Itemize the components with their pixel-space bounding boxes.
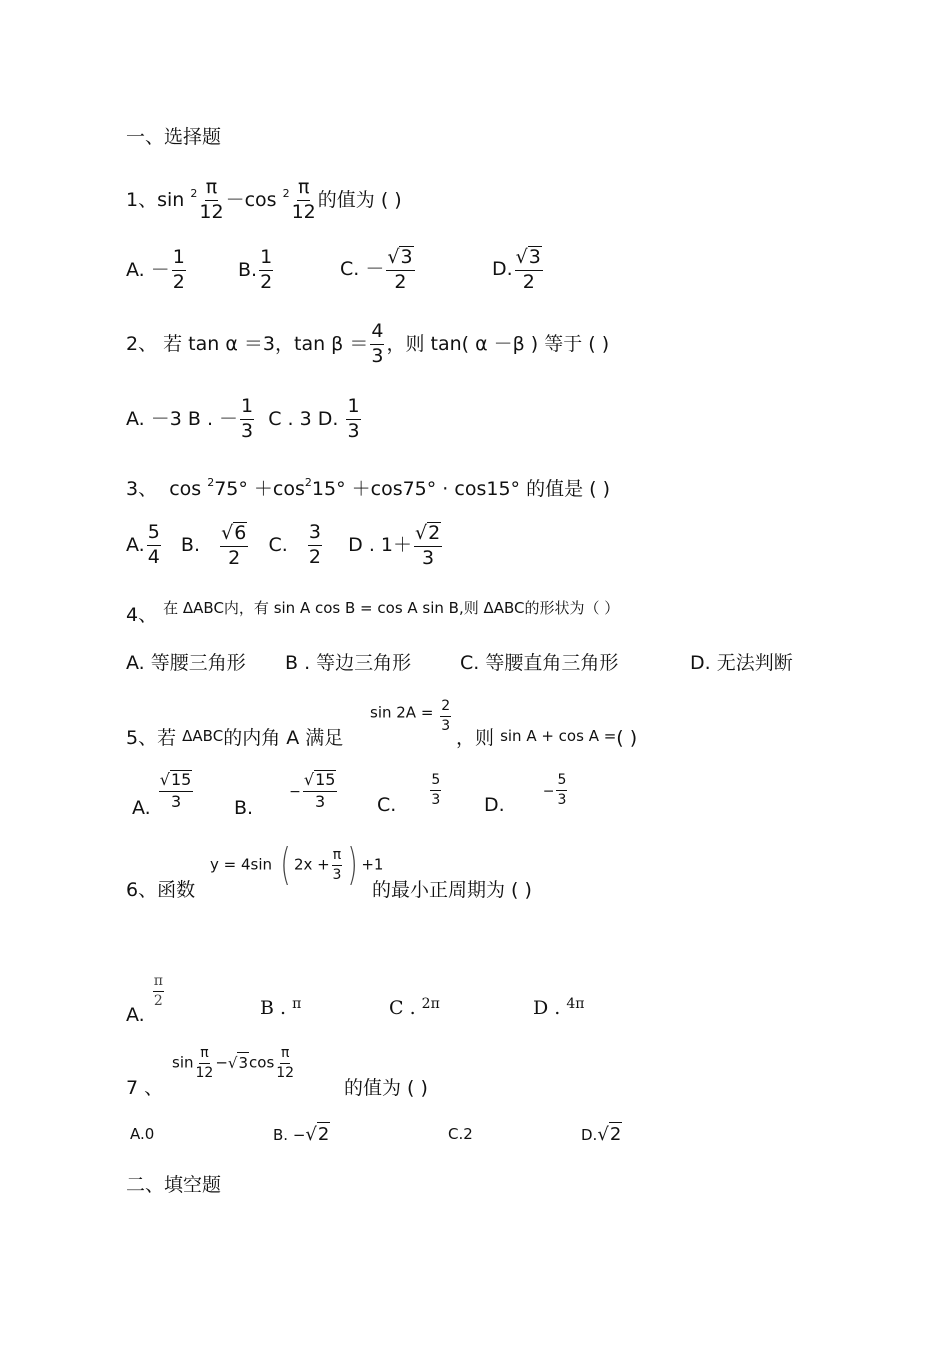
q7-number: 7 、 — [126, 1077, 164, 1099]
q5-d-num: 5 — [556, 773, 567, 791]
q5-a-label: A. — [132, 796, 151, 819]
q7-fraction-2 — [276, 1046, 294, 1080]
section-heading-fill: 二、填空题 — [126, 1174, 222, 1196]
q5-d-label: D. — [484, 793, 505, 816]
q5-d-minus: − — [542, 783, 555, 800]
q1-c-minus: － — [365, 257, 385, 280]
q7-sin: sin — [172, 1053, 194, 1072]
q7-fraction-1 — [196, 1046, 214, 1080]
q2-num: 4 — [370, 322, 384, 345]
question-4 — [126, 600, 619, 627]
q3-c-den: 2 — [308, 545, 321, 568]
q6-arg-fraction — [332, 848, 342, 882]
q3-d-label: D . 1＋ — [348, 533, 412, 556]
q1-c-label: C. — [340, 257, 360, 280]
q3-options — [126, 522, 444, 569]
q5-c-den: 3 — [431, 791, 441, 808]
q5-option-c — [377, 772, 443, 816]
q4-option-a: A. 等腰三角形 — [126, 652, 246, 674]
q1-frac2-den: 12 — [291, 200, 316, 223]
q5-lead — [126, 723, 343, 750]
q6-lead: 6、函数 — [126, 879, 196, 901]
q5-option-a — [132, 770, 195, 819]
q4-option-c: C. 等腰直角三角形 — [460, 652, 619, 674]
q4-number: 4、 — [126, 604, 158, 626]
q5-c-num: 5 — [430, 773, 441, 791]
q1-a-fraction — [172, 248, 186, 293]
q5-expression: sin A + cos A = — [500, 727, 617, 745]
q5-b-sqrt: √15 — [303, 770, 336, 789]
q5-c-label: C. — [377, 793, 397, 816]
q1-fraction-2 — [292, 178, 316, 223]
q5-cond-text: sin 2A = — [370, 703, 434, 722]
q6-option-c — [389, 997, 440, 1019]
q3-text-2: 15° ＋cos75° · cos15° 的值是 ( ) — [311, 478, 610, 500]
q6-fn: y = 4sin — [210, 855, 273, 874]
q5-option-b — [234, 770, 339, 819]
q5-a-fraction — [159, 770, 194, 811]
q7-option-d — [581, 1122, 622, 1145]
q6-option-b — [260, 997, 301, 1019]
q7-option-c: C.2 — [448, 1125, 473, 1143]
q1-number: 1、 — [126, 188, 158, 211]
q7-d-sqrt: √2 — [597, 1124, 622, 1145]
q5-d-fraction — [556, 773, 567, 807]
q1-a-den: 2 — [172, 270, 185, 293]
q5-b-fraction — [303, 770, 338, 811]
q5-number: 5、 — [126, 727, 158, 749]
q7-option-b — [273, 1122, 330, 1145]
q6-left-paren: ( — [280, 839, 291, 890]
q7-option-a: A.0 — [130, 1125, 155, 1143]
q7-b-label: B. − — [273, 1126, 306, 1144]
q1-option-d — [492, 246, 545, 293]
q1-b-num: 1 — [259, 248, 273, 271]
q5-a-den: 3 — [170, 791, 182, 811]
q1-c-fraction — [386, 246, 414, 293]
q1-d-fraction — [515, 246, 543, 293]
q7-minus: − — [215, 1053, 228, 1072]
q1-b-den: 2 — [260, 270, 273, 293]
q2-number: 2、 — [126, 332, 158, 355]
q5-paren: ( ) — [616, 727, 638, 749]
q7-frac1-num: π — [199, 1046, 209, 1064]
q2-fraction — [370, 322, 384, 367]
q6-a-den: 2 — [153, 992, 163, 1009]
q3-b-sqrt: √6 — [221, 522, 247, 544]
q3-cos: cos — [169, 478, 202, 500]
q6-b-value: π — [292, 996, 302, 1012]
q7-d-label: D. — [581, 1126, 598, 1144]
q3-a-fraction — [147, 523, 161, 568]
q6-a-label: A. — [126, 1003, 145, 1026]
q7-frac2-den: 12 — [276, 1064, 295, 1081]
q1-d-sqrt: √3 — [515, 246, 541, 268]
section-heading-choice: 一、选择题 — [126, 126, 222, 148]
q5-cond-den: 3 — [441, 717, 451, 734]
q7-b-sqrt: √2 — [305, 1124, 330, 1145]
q6-option-a — [126, 973, 166, 1026]
q1-option-c — [340, 246, 417, 293]
q1-c-den: 2 — [394, 270, 407, 293]
question-3 — [126, 474, 610, 501]
q6-d-label: D . — [533, 997, 561, 1019]
q3-number: 3、 — [126, 478, 158, 500]
q2-b-fraction — [240, 397, 254, 442]
q3-b-den: 2 — [228, 546, 241, 569]
q1-frac2-num: π — [297, 178, 310, 201]
q6-a-num: π — [153, 974, 164, 992]
q5-c-fraction — [430, 773, 441, 807]
q5-tail — [456, 723, 637, 750]
q3-d-sqrt: √2 — [415, 522, 441, 544]
question-1 — [126, 178, 402, 223]
q5-option-d — [484, 772, 569, 816]
q5-b-label: B. — [234, 796, 254, 819]
q3-b-label: B. — [180, 533, 200, 556]
q3-c-num: 3 — [308, 523, 322, 546]
q1-sin: sin — [157, 188, 185, 211]
q5-text-1: 若 — [157, 727, 177, 749]
q3-b-fraction — [220, 522, 248, 569]
q4-stem: 在 ΔABC内，有 sin A cos B = cos A sin B,则 ΔABC的形状为（ ） — [163, 599, 620, 617]
q3-exp-1: 2 — [207, 476, 215, 489]
q5-condition — [370, 696, 453, 734]
q7-frac2-num: π — [280, 1046, 290, 1064]
q1-d-label: D. — [492, 257, 513, 280]
q2-d-den: 3 — [347, 419, 360, 442]
q1-a-minus: － — [150, 258, 170, 281]
q5-b-den: 3 — [315, 791, 326, 811]
q2-b-den: 3 — [241, 419, 254, 442]
q3-c-label: C. — [268, 533, 288, 556]
q6-c-value: 2π — [421, 996, 440, 1012]
q1-minus-cos: －cos — [225, 188, 277, 211]
q5-b-minus: − — [289, 783, 301, 800]
q6-option-d — [533, 997, 584, 1019]
q2-text-2: ，则 tan( α －β ) 等于 ( ) — [386, 332, 610, 355]
q2-b-num: 1 — [240, 397, 254, 420]
q2-options-text: A. －3 B . － — [126, 407, 239, 430]
q6-arg-den: 3 — [332, 866, 342, 883]
q2-d-fraction — [346, 397, 360, 442]
q1-option-a — [126, 248, 188, 293]
q7-frac1-den: 12 — [195, 1064, 214, 1081]
q5-text-2: 的内角 A 满足 — [223, 727, 344, 749]
q5-a-sqrt: √15 — [159, 770, 192, 789]
q1-b-label: B. — [238, 258, 258, 281]
q6-a-fraction — [153, 974, 164, 1008]
q7-cos: cos — [249, 1053, 275, 1072]
q7-expression — [172, 1046, 296, 1080]
q3-a-num: 5 — [147, 523, 161, 546]
q6-plus-one: +1 — [361, 855, 384, 874]
q2-den: 3 — [371, 344, 384, 367]
q1-a-num: 1 — [172, 248, 186, 271]
q3-a-den: 4 — [147, 545, 160, 568]
q7-sqrt: √3 — [227, 1053, 249, 1072]
q5-d-den: 3 — [557, 791, 567, 808]
q4-option-d: D. 无法判断 — [690, 652, 793, 674]
q6-c-label: C . — [389, 997, 416, 1019]
q1-exponent-2: 2 — [282, 186, 290, 200]
question-2 — [126, 322, 609, 367]
q3-text-1: 75° ＋cos — [214, 478, 305, 500]
q1-c-sqrt: √3 — [387, 246, 413, 268]
q6-arg: 2x + — [293, 855, 330, 874]
q3-d-fraction — [414, 522, 442, 569]
q3-a-label: A. — [126, 533, 145, 556]
q4-option-b: B . 等边三角形 — [285, 652, 412, 674]
q1-exponent-1: 2 — [190, 186, 198, 200]
q2-options-mid: C . 3 D. — [268, 407, 339, 430]
q7-tail: 的值为 ( ) — [344, 1077, 428, 1099]
q3-exp-2: 2 — [304, 476, 312, 489]
q5-triangle: ΔABC — [182, 727, 224, 745]
q2-text-1: 若 tan α ＝3，tan β ＝ — [163, 332, 369, 355]
q6-function — [210, 839, 384, 890]
q1-tail: 的值为 ( ) — [317, 188, 402, 211]
q1-frac1-den: 12 — [199, 200, 224, 223]
q6-arg-num: π — [332, 848, 342, 866]
q1-b-fraction — [259, 248, 273, 293]
q1-a-label: A. — [126, 258, 145, 281]
q1-fraction-1 — [199, 178, 223, 223]
q1-d-den: 2 — [522, 270, 535, 293]
q6-d-value: 4π — [566, 996, 585, 1012]
q5-cond-num: 2 — [440, 699, 451, 717]
q6-right-paren: ) — [347, 839, 358, 890]
q3-d-den: 3 — [422, 546, 435, 569]
q2-options — [126, 397, 363, 442]
q1-frac1-num: π — [205, 178, 218, 201]
q6-tail: 的最小正周期为 ( ) — [372, 879, 532, 901]
q1-option-b — [238, 248, 275, 293]
q6-b-label: B . — [260, 997, 287, 1019]
q2-d-num: 1 — [346, 397, 360, 420]
q5-cond-fraction — [440, 699, 451, 733]
q5-text-3: ，则 — [456, 727, 495, 749]
q3-c-fraction — [308, 523, 322, 568]
